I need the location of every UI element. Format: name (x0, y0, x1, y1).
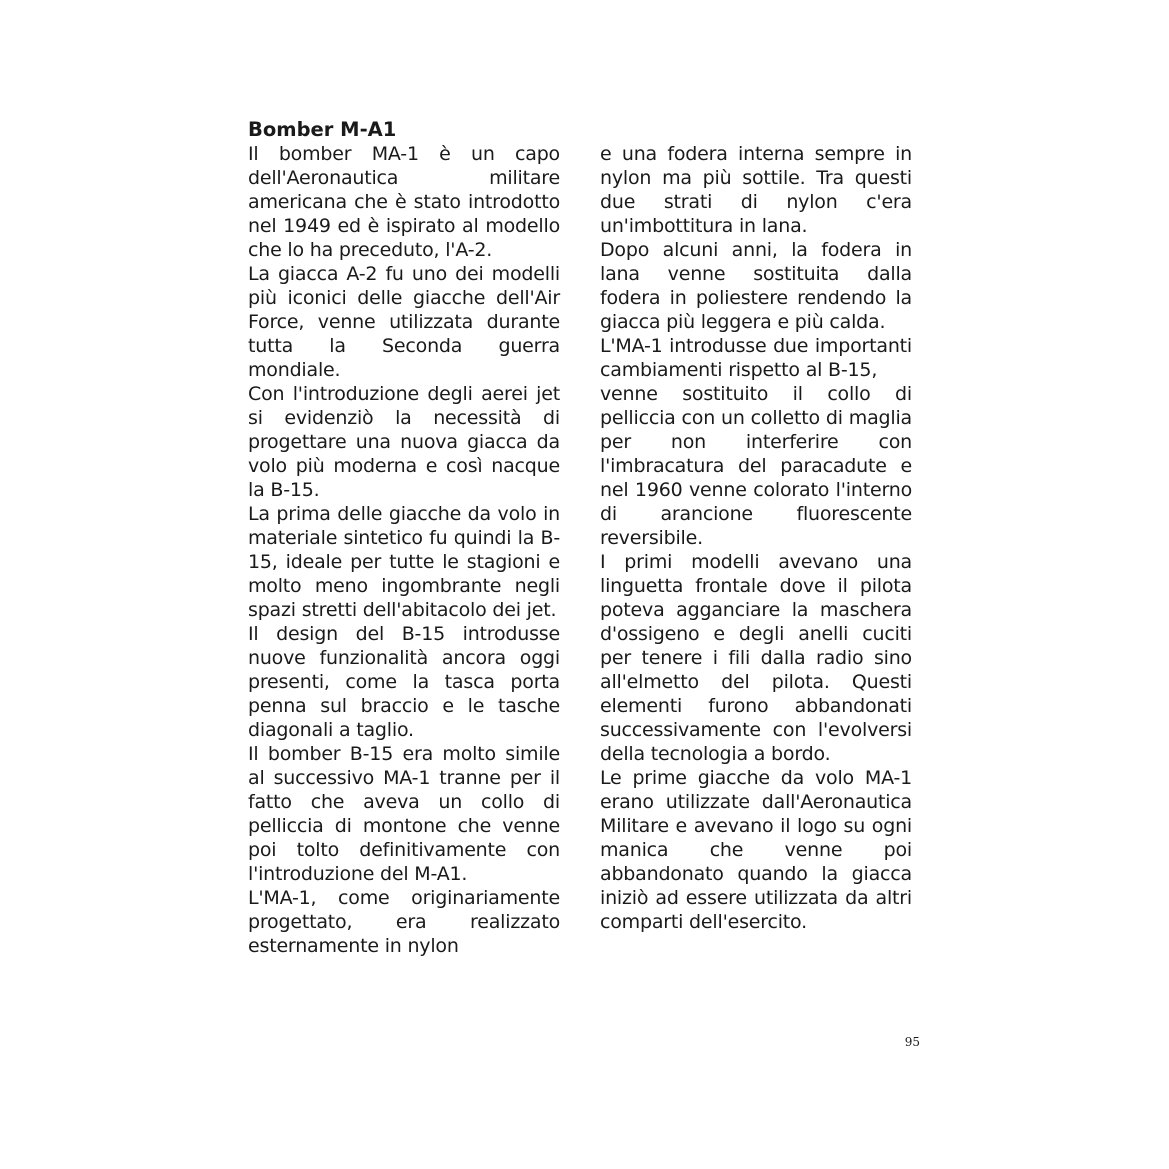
paragraph: L'MA-1 introdusse due importanti cambiamenti rispetto al B-15, (600, 335, 912, 381)
paragraph: Il design del B-15 introdusse nuove funzionalità ancora oggi presenti, come la tasca porta penna sul braccio e le tasche diagonali a taglio. (248, 623, 560, 741)
paragraph: L'MA-1, come originariamente progettato, era realizzato esternamente in nylon (248, 887, 560, 957)
paragraph: e una fodera interna sempre in nylon ma più sottile. Tra questi due strati di nylon c'era un'imbottitura in lana. (600, 143, 912, 237)
paragraph: La giacca A-2 fu uno dei modelli più iconici delle giacche dell'Air Force, venne utilizzata durante tutta la Seconda guerra mondiale. (248, 263, 560, 381)
paragraph: Con l'introduzione degli aerei jet si evidenziò la necessità di progettare una nuova giacca da volo più moderna e così nacque la B-15. (248, 383, 560, 501)
page-number: 95 (904, 1035, 920, 1049)
right-column (600, 142, 912, 934)
paragraph: I primi modelli avevano una linguetta frontale dove il pilota poteva agganciare la maschera d'ossigeno e degli anelli cuciti per tenere i fili dalla radio sino all'elmetto del pilota. Questi elementi furono abbandonati successivamente con l'evolversi della tecnologia a bordo. (600, 551, 912, 765)
paragraph: La prima delle giacche da volo in materiale sintetico fu quindi la B-15, ideale per tutte le stagioni e molto meno ingombrante negli spazi stretti dell'abitacolo dei jet. (248, 503, 560, 621)
article-title: Bomber M-A1 (248, 118, 397, 141)
paragraph: venne sostituito il collo di pelliccia con un colletto di maglia per non interferire con l'imbracatura del paracadute e nel 1960 venne colorato l'interno di arancione fluorescente reversibile. (600, 383, 912, 549)
paragraph: Il bomber MA-1 è un capo dell'Aeronautica militare americana che è stato introdotto nel 1949 ed è ispirato al modello che lo ha preceduto, l'A-2. (248, 143, 560, 261)
paragraph: Il bomber B-15 era molto simile al successivo MA-1 tranne per il fatto che aveva un collo di pelliccia di montone che venne poi tolto definitivamente con l'introduzione del M-A1. (248, 743, 560, 885)
paragraph: Le prime giacche da volo MA-1 erano utilizzate dall'Aeronautica Militare e avevano il logo su ogni manica che venne poi abbandonato quando la giacca iniziò ad essere utilizzata da altri comparti dell'esercito. (600, 767, 912, 933)
paragraph: Dopo alcuni anni, la fodera in lana venne sostituita dalla fodera in poliestere rendendo la giacca più leggera e più calda. (600, 239, 912, 333)
left-column (248, 142, 560, 958)
